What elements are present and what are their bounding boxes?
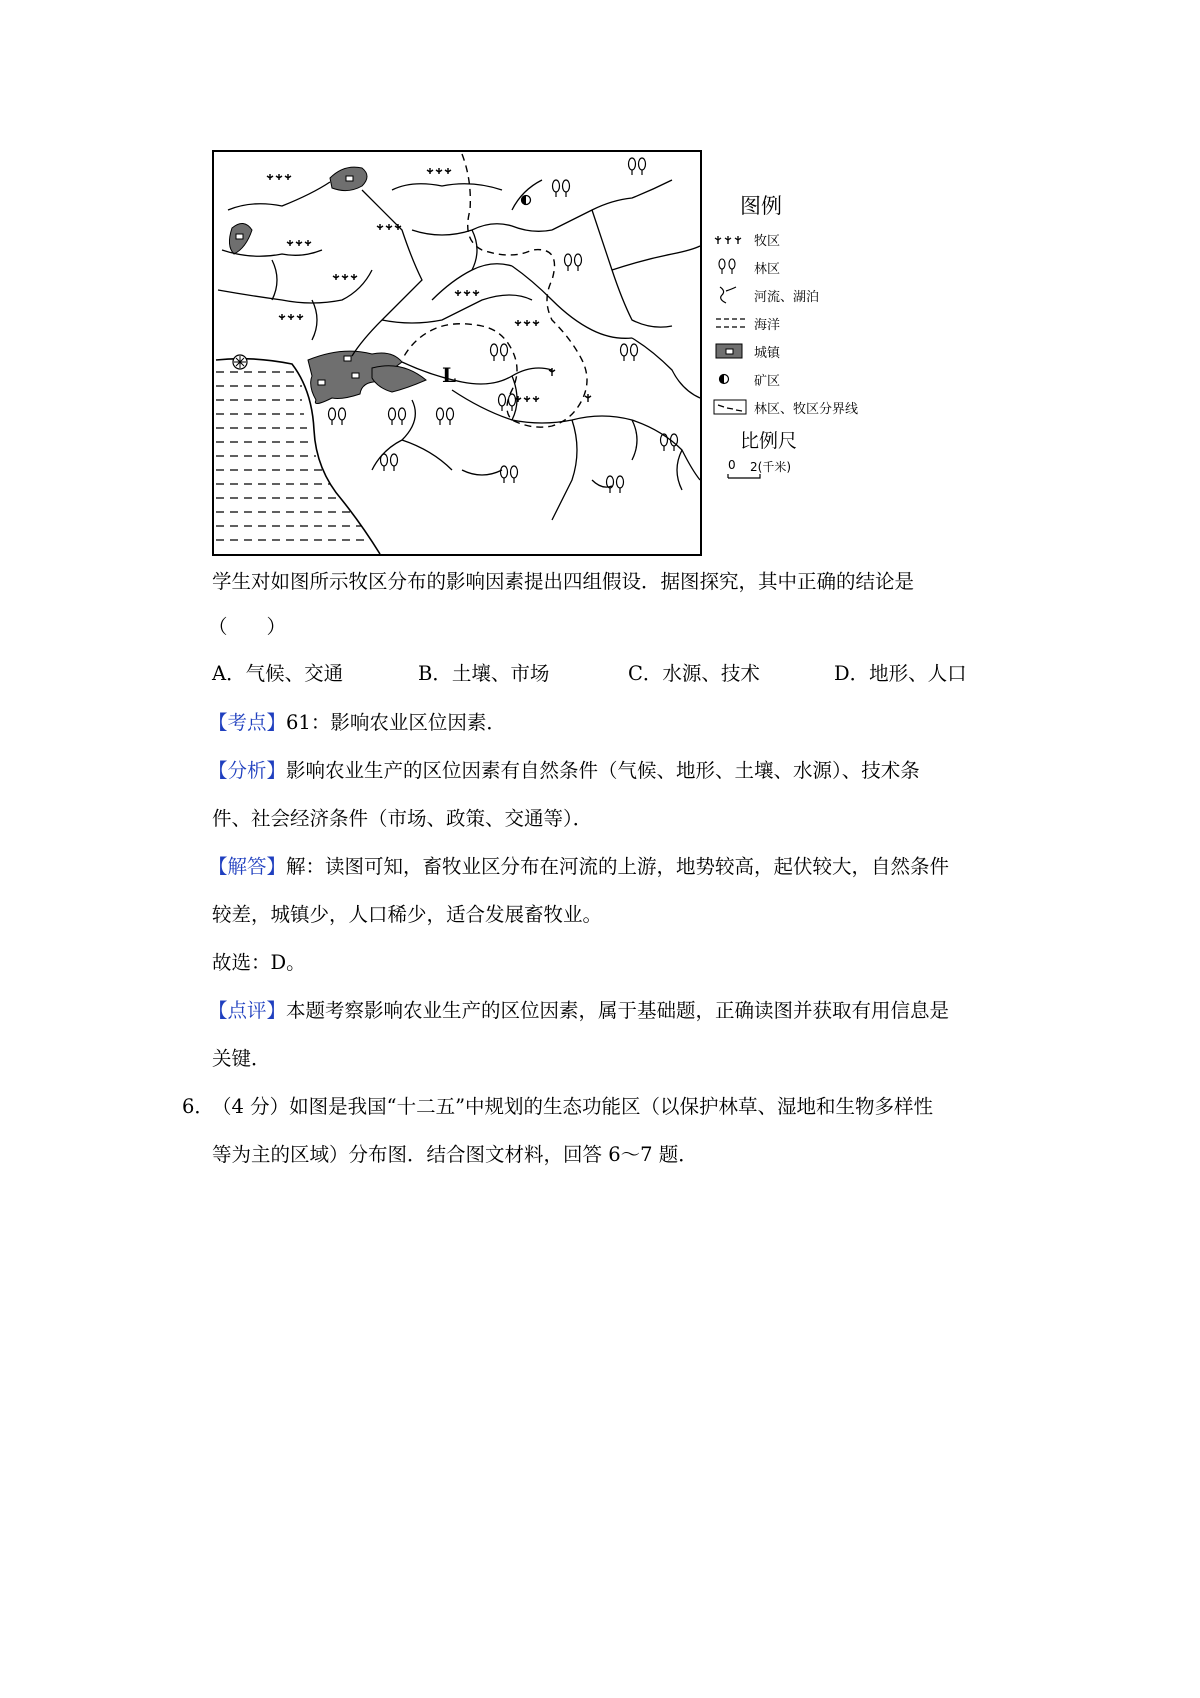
- map-figure: [212, 150, 888, 556]
- kaodian-line: [208, 710, 506, 736]
- option-d: D．地形、人口: [834, 662, 967, 685]
- scale-bar: [726, 458, 826, 482]
- jieda-line2: 较差，城镇少，人口稀少，适合发展畜牧业。: [212, 903, 603, 926]
- legend-label: 牧区: [754, 233, 781, 249]
- legend-label: 河流、湖泊: [754, 289, 820, 305]
- map-marker-L: L: [442, 363, 457, 387]
- scale-value: 2(千米): [750, 460, 791, 474]
- port-symbol: [233, 355, 247, 369]
- fenxi-line2: 件、社会经济条件（市场、政策、交通等）．: [212, 807, 593, 830]
- scale-title: 比例尺: [740, 430, 798, 452]
- scale-line: [726, 458, 826, 482]
- fenxi-tag: 【分析】: [208, 759, 287, 782]
- question6-line1: （4 分）如图是我国“十二五”中规划的生态功能区（以保护林草、湿地和生物多样性: [212, 1095, 934, 1118]
- fenxi-text1: 影响农业生产的区位因素有自然条件（气候、地形、土壤、水源）、技术条: [286, 759, 920, 782]
- map-frame: [213, 151, 701, 555]
- answer-line: 故选：D。: [212, 951, 306, 974]
- boundary-icon: [712, 397, 750, 417]
- dianping-tag: 【点评】: [208, 999, 287, 1022]
- option-a: A．气候、交通: [212, 662, 344, 685]
- jieda-line1: [208, 854, 949, 880]
- legend-label: 林区、牧区分界线: [754, 401, 859, 417]
- legend-item-river: [712, 284, 819, 306]
- fenxi-line1: [208, 758, 920, 784]
- map-legend: [712, 190, 888, 490]
- river-lake-icon: [712, 285, 750, 305]
- legend-label: 城镇: [754, 345, 781, 361]
- question-stem-line1: 学生对如图所示牧区分布的影响因素提出四组假设．据图探究，其中正确的结论是: [212, 570, 915, 593]
- jieda-text1: 解：读图可知，畜牧业区分布在河流的上游，地势较高，起伏较大，自然条件: [286, 855, 950, 878]
- dianping-line1: [208, 998, 949, 1024]
- mine-symbol: [522, 196, 531, 205]
- mine-icon: [712, 369, 750, 389]
- dianping-line2: 关键．: [212, 1047, 271, 1070]
- legend-title: 图例: [740, 194, 782, 218]
- forest-icon: [712, 257, 750, 277]
- legend-label: 林区: [754, 261, 781, 277]
- ocean-icon: [712, 313, 750, 333]
- question-stem-line2: （ ）: [208, 615, 287, 638]
- legend-item-pasture: [712, 228, 780, 250]
- town-icon: [712, 341, 750, 361]
- kaodian-tag: 【考点】: [208, 711, 287, 734]
- question6-number: 6．: [182, 1095, 214, 1118]
- pasture-icon: [712, 229, 750, 249]
- pasture-distribution-map: [212, 150, 702, 556]
- legend-label: 矿区: [754, 373, 781, 389]
- dianping-text1: 本题考察影响农业生产的区位因素，属于基础题，正确读图并获取有用信息是: [286, 999, 950, 1022]
- jieda-tag: 【解答】: [208, 855, 287, 878]
- legend-label: 海洋: [754, 317, 781, 333]
- legend-item-town: [712, 340, 780, 362]
- legend-item-boundary: [712, 396, 858, 418]
- question6-line2: 等为主的区域）分布图．结合图文材料，回答 6～7 题．: [212, 1143, 698, 1166]
- legend-item-ocean: [712, 312, 780, 334]
- legend-item-forest: [712, 256, 780, 278]
- option-c: C．水源、技术: [628, 662, 760, 685]
- legend-item-mine: [712, 368, 780, 390]
- scale-zero: 0: [728, 458, 736, 472]
- kaodian-text: 61：影响农业区位因素．: [286, 711, 506, 734]
- option-b: B．土壤、市场: [418, 662, 550, 685]
